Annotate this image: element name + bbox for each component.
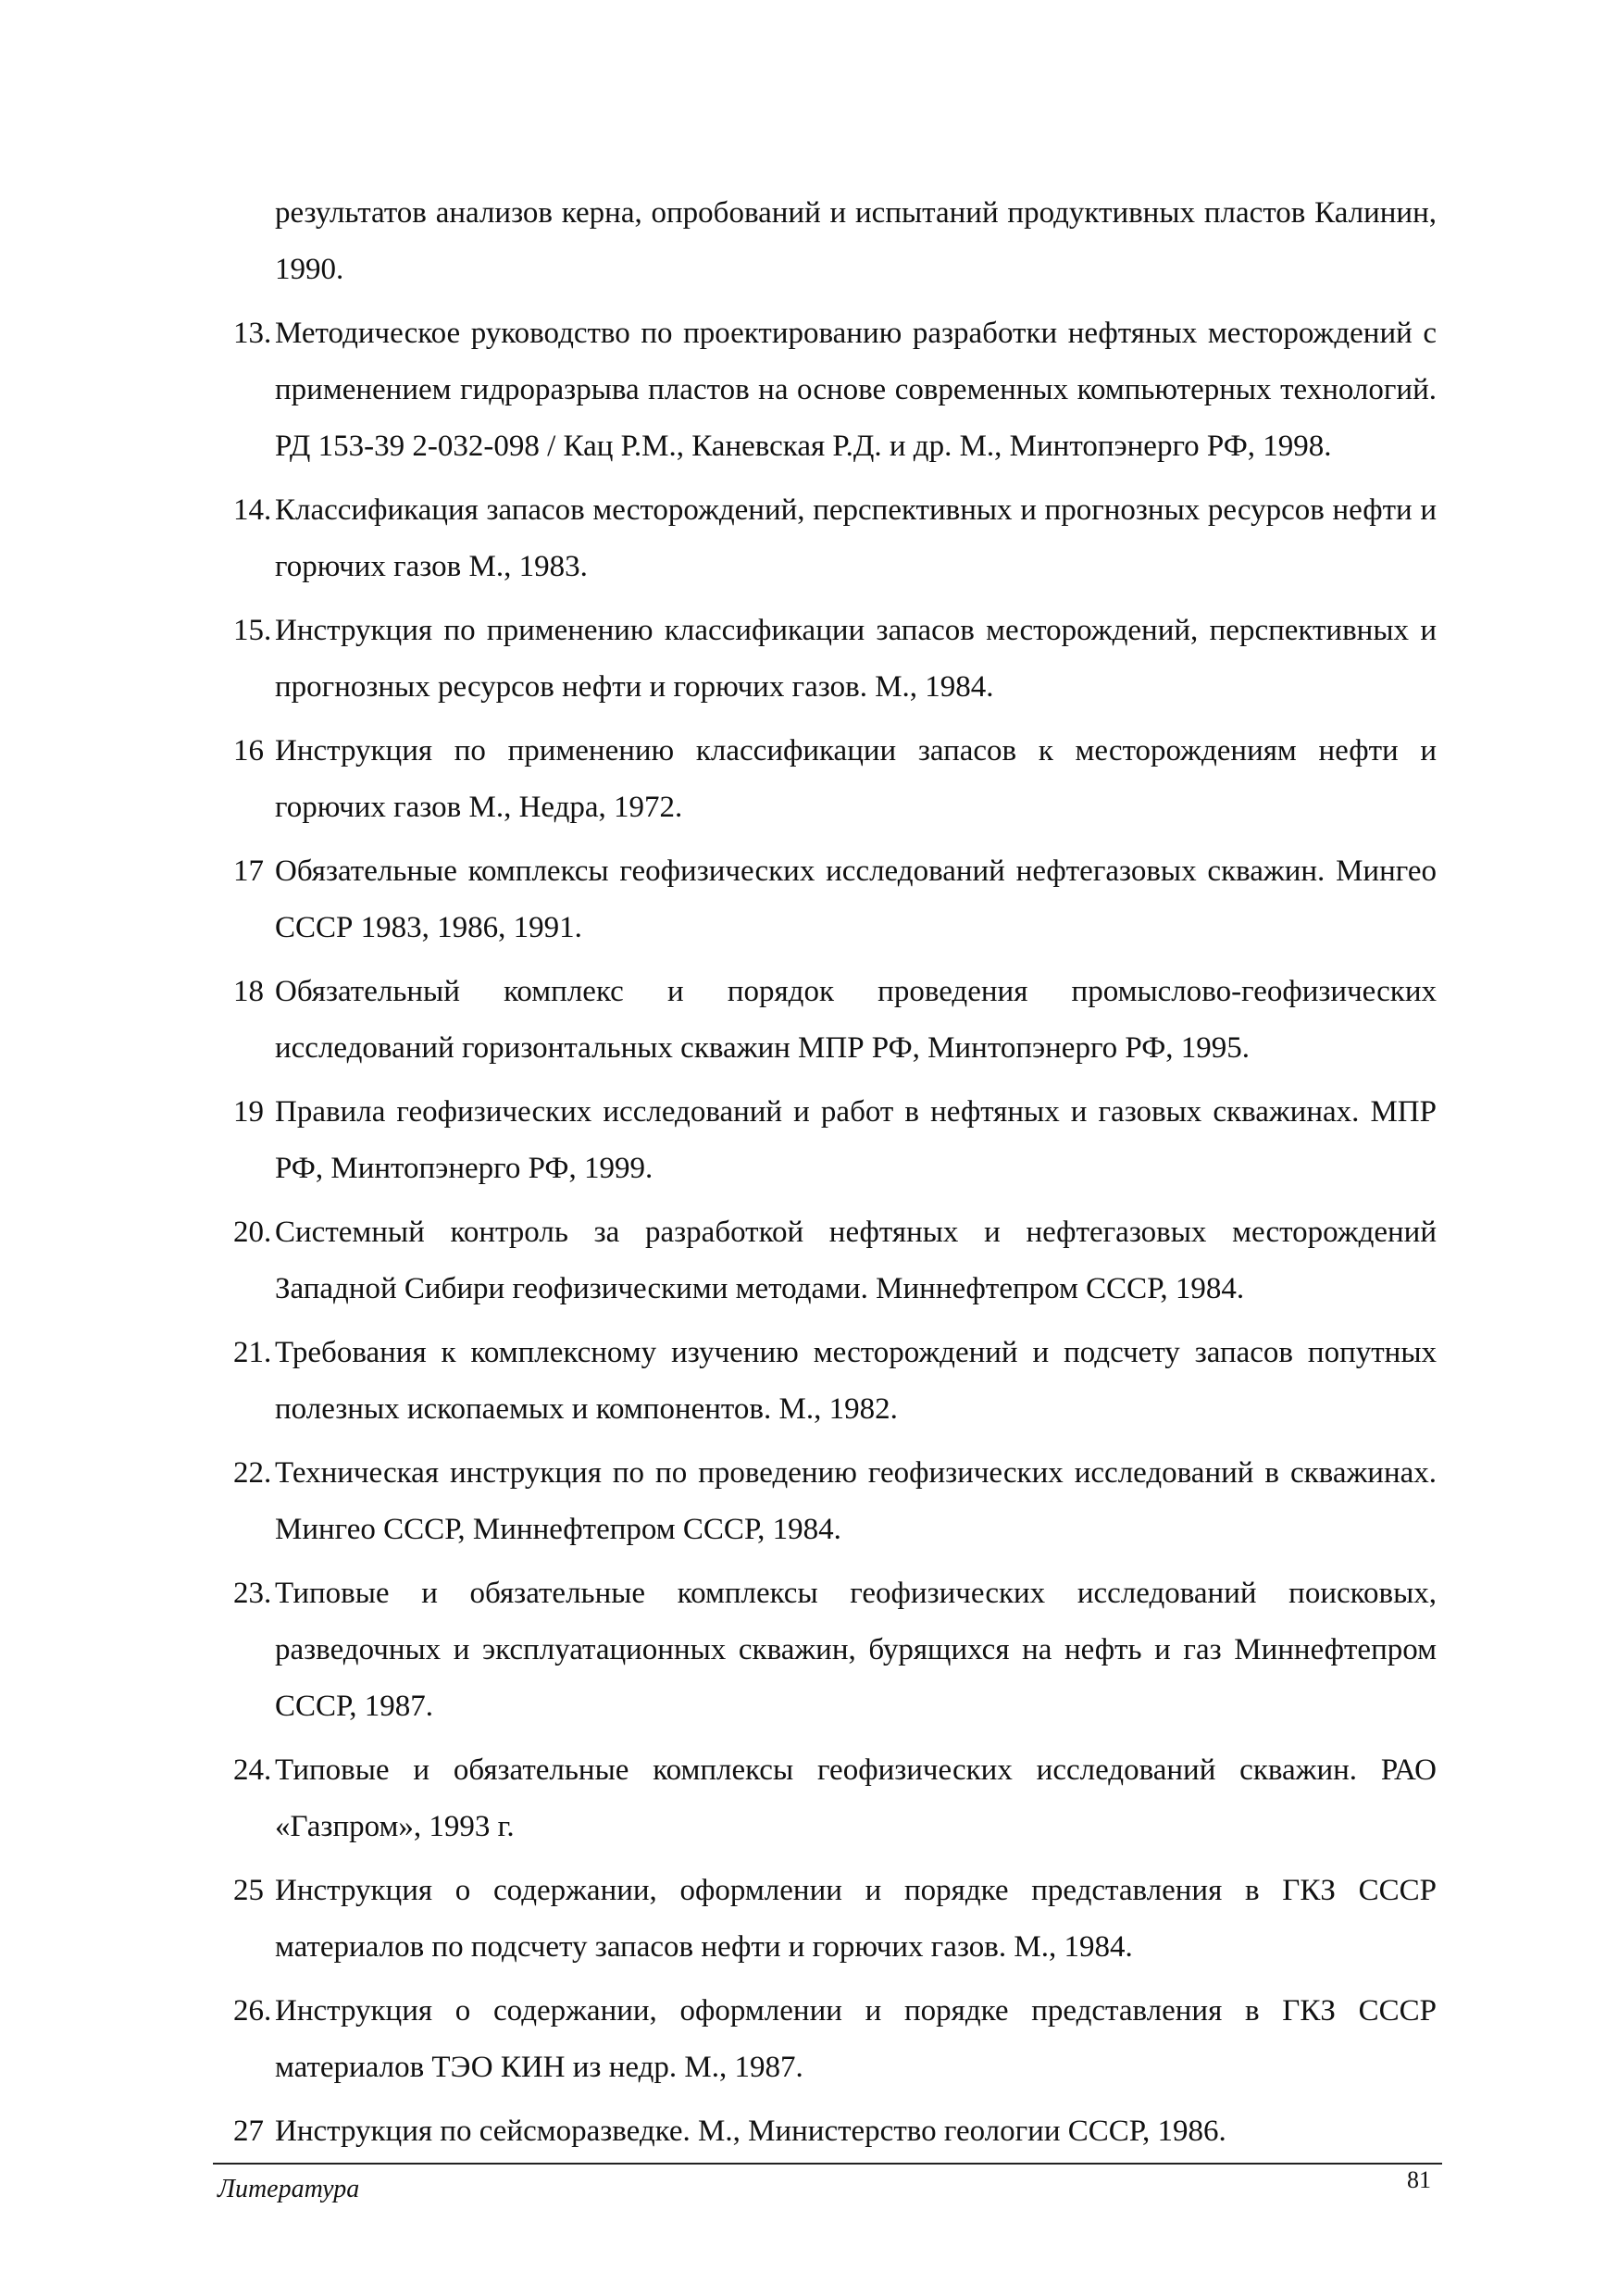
reference-text: Техническая инструкция по по проведению геофизических исследований в скважинах. Мингео СССР, Миннефтепром СССР, 1984. <box>275 1456 1437 1546</box>
reference-text: Системный контроль за разработкой нефтяных и нефтегазовых месторождений Западной Сибири геофизическими методами. Миннефтепром СССР, 1984. <box>275 1216 1437 1305</box>
footer-section-title: Литература <box>218 2175 360 2203</box>
reference-item <box>233 1325 1437 1438</box>
reference-number: 18 <box>233 975 264 1008</box>
reference-item <box>233 1084 1437 1197</box>
reference-number: 13. <box>233 317 272 350</box>
reference-number: 16 <box>233 734 264 767</box>
reference-item <box>233 482 1437 595</box>
reference-number: 27 <box>233 2115 264 2148</box>
reference-number: 26. <box>233 1994 272 2028</box>
reference-text: Инструкция о содержании, оформлении и порядке представления в ГКЗ СССР материалов по подсчету запасов нефти и горючих газов. М., 1984. <box>275 1874 1437 1964</box>
reference-number: 15. <box>233 614 272 647</box>
reference-number: 14. <box>233 493 272 527</box>
reference-text: Типовые и обязательные комплексы геофизических исследований поисковых, разведочных и эксплуатационных скважин, бурящихся на нефть и газ Миннефтепром СССР, 1987. <box>275 1577 1437 1723</box>
reference-item <box>233 723 1437 836</box>
reference-item <box>233 964 1437 1077</box>
reference-number: 24. <box>233 1753 272 1787</box>
reference-number: 22. <box>233 1456 272 1490</box>
reference-continuation: результатов анализов керна, опробований и испытаний продуктивных пластов Калинин, 1990. <box>275 196 1437 286</box>
reference-text: Обязательный комплекс и порядок проведения промыслово-геофизических исследований горизонтальных скважин МПР РФ, Минтопэнерго РФ, 1995. <box>275 975 1437 1065</box>
reference-number: 19 <box>233 1095 264 1129</box>
reference-text: Инструкция о содержании, оформлении и порядке представления в ГКЗ СССР материалов ТЭО КИН из недр. М., 1987. <box>275 1994 1437 2084</box>
reference-number: 17 <box>233 855 264 888</box>
reference-item <box>233 843 1437 956</box>
references-content <box>233 185 1437 2160</box>
reference-item <box>233 2103 1437 2160</box>
reference-list <box>233 306 1437 2160</box>
reference-text: Методическое руководство по проектированию разработки нефтяных месторождений с применением гидроразрыва пластов на основе современных компьютерных технологий. РД 153-39 2-032-098 / Кац Р.М., Каневская Р.Д. и др. М., Минтопэнерго РФ, 1998. <box>275 317 1437 463</box>
footer-divider <box>213 2163 1442 2165</box>
reference-text: Инструкция по применению классификации запасов к месторождениям нефти и горючих газов М., Недра, 1972. <box>275 734 1437 824</box>
reference-text: Классификация запасов месторождений, перспективных и прогнозных ресурсов нефти и горючих газов М., 1983. <box>275 493 1437 583</box>
reference-text: Требования к комплексному изучению месторождений и подсчету запасов попутных полезных ископаемых и компонентов. М., 1982. <box>275 1336 1437 1426</box>
reference-text: Типовые и обязательные комплексы геофизических исследований скважин. РАО «Газпром», 1993 г. <box>275 1753 1437 1843</box>
page-number: 81 <box>1407 2166 1431 2193</box>
reference-item <box>233 1983 1437 2096</box>
reference-item <box>233 1863 1437 1976</box>
reference-item <box>233 1445 1437 1558</box>
reference-number: 23. <box>233 1577 272 1610</box>
reference-item <box>233 1566 1437 1735</box>
reference-number: 25 <box>233 1874 264 1907</box>
reference-item <box>233 1742 1437 1855</box>
reference-text: Инструкция по применению классификации запасов месторождений, перспективных и прогнозных ресурсов нефти и горючих газов. М., 1984. <box>275 614 1437 704</box>
reference-item <box>233 306 1437 475</box>
reference-text: Инструкция по сейсморазведке. М., Министерство геологии СССР, 1986. <box>275 2115 1226 2148</box>
reference-item <box>233 1204 1437 1317</box>
reference-text: Правила геофизических исследований и работ в нефтяных и газовых скважинах. МПР РФ, Минтопэнерго РФ, 1999. <box>275 1095 1437 1185</box>
reference-number: 20. <box>233 1216 272 1249</box>
reference-item <box>233 603 1437 716</box>
reference-text: Обязательные комплексы геофизических исследований нефтегазовых скважин. Мингео СССР 1983, 1986, 1991. <box>275 855 1437 944</box>
reference-number: 21. <box>233 1336 272 1369</box>
